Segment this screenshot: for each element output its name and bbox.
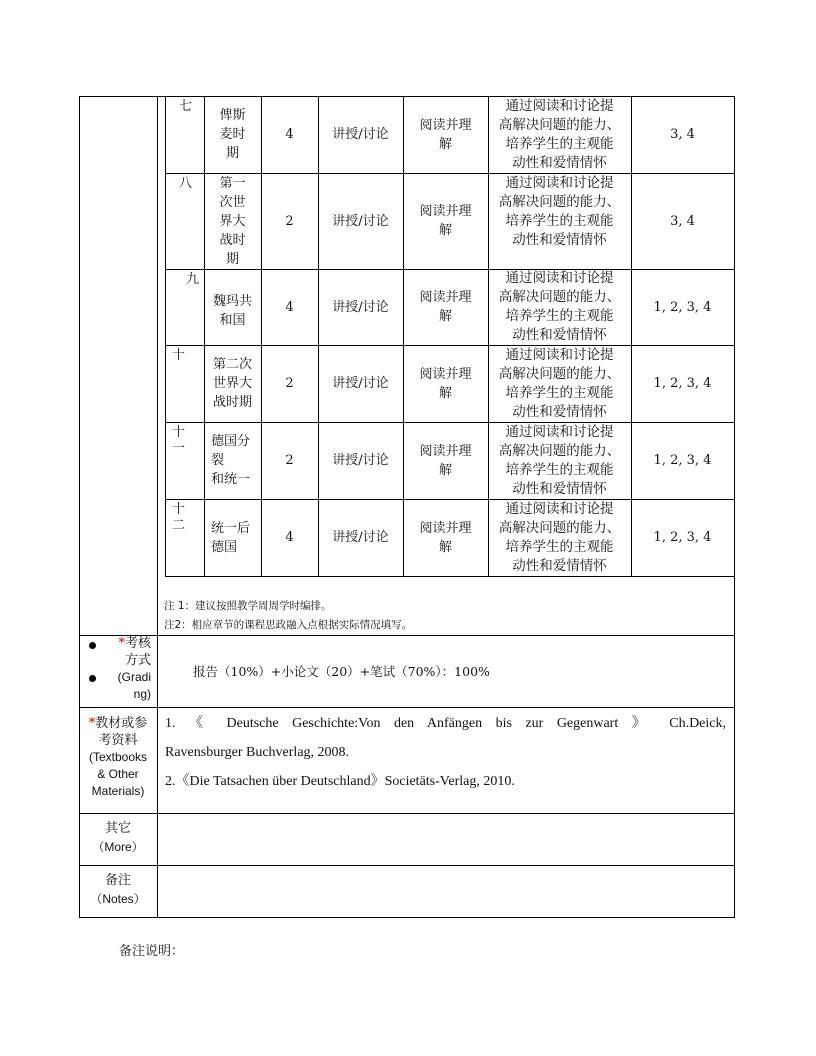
grading-label-en-1: (Gradi (117, 670, 151, 684)
row-topic: 德国分 裂 和统一 (211, 434, 251, 487)
materials-label (79, 715, 157, 800)
row-hours: 4 (285, 127, 294, 142)
row-number: 十 (172, 348, 186, 363)
row-goal: 通过阅读和讨论提 高解决问题的能力、 培养学生的主观能 动性和爱情情怀 (498, 175, 621, 248)
required-star: * (118, 636, 125, 651)
row-objectives: 1, 2, 3, 4 (653, 376, 712, 391)
row-method: 讲授/讨论 (332, 376, 389, 391)
row-method: 讲授/讨论 (332, 127, 389, 142)
row-hours: 2 (285, 376, 294, 391)
more-label (79, 820, 157, 856)
row-task: 阅读并理 解 (419, 290, 472, 324)
more-label-en: （More） (92, 840, 144, 854)
section-divider (79, 813, 735, 814)
more-label-cn: 其它 (104, 821, 131, 836)
row-number: 八 (179, 176, 193, 191)
table-right-border (734, 96, 735, 917)
table-bottom-border (79, 917, 735, 918)
required-star: * (88, 716, 96, 731)
row-topic: 第一 次世 界大 战时 期 (219, 175, 246, 267)
row-topic: 第二次 世界大 战时期 (212, 357, 252, 410)
row-method: 讲授/讨论 (332, 213, 389, 229)
materials-label-cn-2: 考资料 (98, 733, 138, 748)
row-goal: 通过阅读和讨论提 高解决问题的能力、 培养学生的主观能 动性和爱情情怀 (498, 346, 621, 420)
row-hours: 2 (285, 453, 294, 468)
schedule-note-1: 注 1：建议按照教学周周学时编排。 (164, 600, 332, 612)
section-divider (79, 635, 735, 636)
row-goal: 通过阅读和讨论提 高解决问题的能力、 培养学生的主观能 动性和爱情情怀 (498, 500, 621, 574)
row-number: 十 一 (172, 425, 186, 456)
row-goal: 通过阅读和讨论提 高解决问题的能力、 培养学生的主观能 动性和爱情情怀 (498, 97, 621, 171)
notes-label-en: （Notes） (90, 892, 146, 906)
row-goal: 通过阅读和讨论提 高解决问题的能力、 培养学生的主观能 动性和爱情情怀 (498, 270, 621, 343)
row-method: 讲授/讨论 (332, 530, 389, 545)
row-number: 十 二 (172, 502, 186, 533)
bullet-icon (89, 642, 96, 649)
section-divider (79, 707, 735, 708)
grading-label-cn-1: 考核 (124, 636, 151, 651)
notes-label-cn: 备注 (104, 873, 131, 888)
row-objectives: 1, 2, 3, 4 (653, 453, 712, 468)
grading-label-en-2: ng) (133, 686, 151, 701)
section-divider (79, 865, 735, 866)
row-task: 阅读并理 解 (419, 117, 472, 152)
row-task: 阅读并理 解 (419, 204, 472, 238)
row-hours: 4 (285, 530, 294, 545)
schedule-note-2: 注2：相应章节的课程思政融入点根据实际情况填写。 (164, 619, 413, 631)
grading-label-cn-2: 方式 (124, 652, 151, 668)
row-method: 讲授/讨论 (332, 453, 389, 468)
bullet-icon (89, 675, 96, 682)
row-objectives: 1, 2, 3, 4 (653, 530, 712, 545)
materials-label-en-3: Materials) (91, 784, 145, 798)
row-hours: 2 (285, 213, 294, 229)
grading-label (100, 636, 157, 706)
row-objectives: 3, 4 (670, 127, 695, 142)
row-objectives: 1, 2, 3, 4 (653, 299, 712, 315)
row-objectives: 3, 4 (670, 213, 695, 229)
notes-label (79, 872, 157, 908)
row-topic: 俾斯 麦时 期 (219, 108, 246, 161)
row-topic: 魏玛共 和国 (212, 294, 252, 328)
row-number: 七 (179, 99, 193, 114)
row-hours: 4 (285, 299, 294, 315)
grading-content: 报告（10%）+小论文（20）+笔试（70%）：100% (193, 664, 490, 679)
materials-label-cn-1: 教材或参 (95, 716, 148, 731)
row-task: 阅读并理 解 (419, 366, 472, 401)
schedule-col-divider (165, 96, 166, 576)
materials-item-1-line-2: Ravensburger Buchverlag, 2008. (165, 745, 350, 760)
label-column-divider (157, 96, 158, 917)
row-goal: 通过阅读和讨论提 高解决问题的能力、 培养学生的主观能 动性和爱情情怀 (498, 423, 621, 497)
row-method: 讲授/讨论 (332, 299, 389, 315)
row-task: 阅读并理 解 (419, 443, 472, 478)
materials-item-1-line-1: 1. 《 Deutsche Geschichte:Von den Anfängen bis zur Gegenwart 》 Ch.Deick, (165, 716, 726, 731)
row-topic: 统一后 德国 (211, 520, 251, 555)
schedule-row-divider (165, 576, 734, 577)
materials-item-2: 2.《Die Tatsachen über Deutschland》Societäts-Verlag, 2010. (165, 774, 515, 789)
materials-label-en-2: & Other (97, 767, 139, 781)
footer-text: 备注说明： (119, 944, 185, 959)
row-number: 九 (186, 272, 200, 287)
materials-label-en-1: (Textbooks (88, 750, 148, 764)
row-task: 阅读并理 解 (419, 520, 472, 555)
